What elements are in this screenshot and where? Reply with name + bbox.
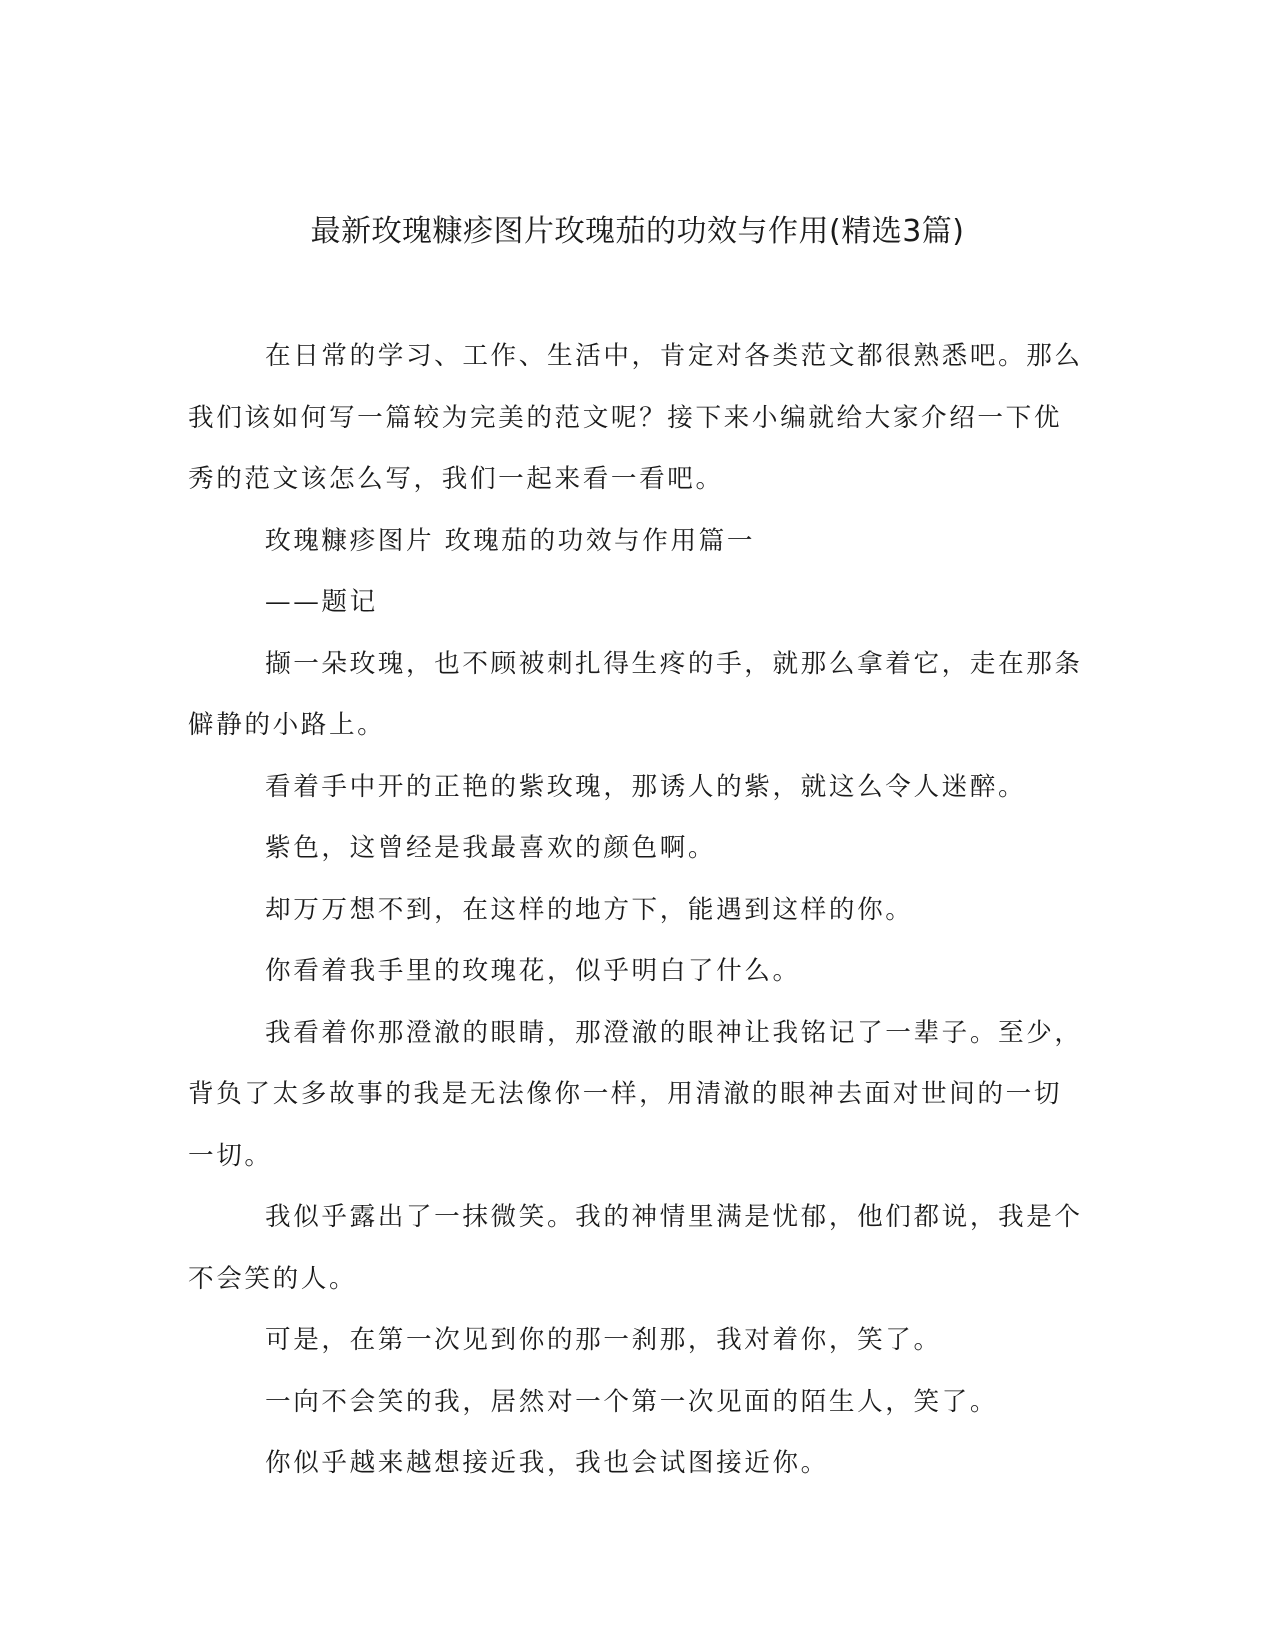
section-heading: 玫瑰糠疹图片 玫瑰茄的功效与作用篇一 — [265, 525, 756, 556]
body-paragraph: 撷一朵玫瑰，也不顾被刺扎得生疼的手，就那么拿着它，走在那条僻静的小路上。 — [188, 648, 1083, 740]
body-paragraph: 我看着你那澄澈的眼睛，那澄澈的眼神让我铭记了一辈子。至少，背负了太多故事的我是无法像你一样，用清澈的眼神去面对世间的一切一切。 — [188, 1017, 1083, 1171]
body-paragraph: 紫色，这曾经是我最喜欢的颜色啊。 — [265, 833, 717, 863]
document-body — [188, 326, 1086, 1495]
epigraph-label: ——题记 — [265, 587, 378, 617]
body-paragraph: 看着手中开的正艳的紫玫瑰，那诱人的紫，就这么令人迷醉。 — [265, 771, 1027, 802]
body-paragraph: 可是，在第一次见到你的那一刹那，我对着你，笑了。 — [265, 1325, 942, 1355]
body-paragraph: 一向不会笑的我，居然对一个第一次见面的陌生人，笑了。 — [265, 1386, 999, 1417]
body-paragraph: 你似乎越来越想接近我，我也会试图接近你。 — [265, 1448, 829, 1478]
body-paragraph: 你看着我手里的玫瑰花，似乎明白了什么。 — [265, 956, 801, 986]
body-paragraph: 却万万想不到，在这样的地方下，能遇到这样的你。 — [265, 894, 914, 925]
intro-paragraph: 在日常的学习、工作、生活中，肯定对各类范文都很熟悉吧。那么我们该如何写一篇较为完美的范文呢？接下来小编就给大家介绍一下优秀的范文该怎么写，我们一起来看一看吧。 — [188, 341, 1083, 494]
document-title: 最新玫瑰糠疹图片玫瑰茄的功效与作用(精选3篇) — [310, 214, 965, 249]
body-paragraph: 我似乎露出了一抹微笑。我的神情里满是忧郁，他们都说，我是个不会笑的人。 — [188, 1202, 1083, 1294]
